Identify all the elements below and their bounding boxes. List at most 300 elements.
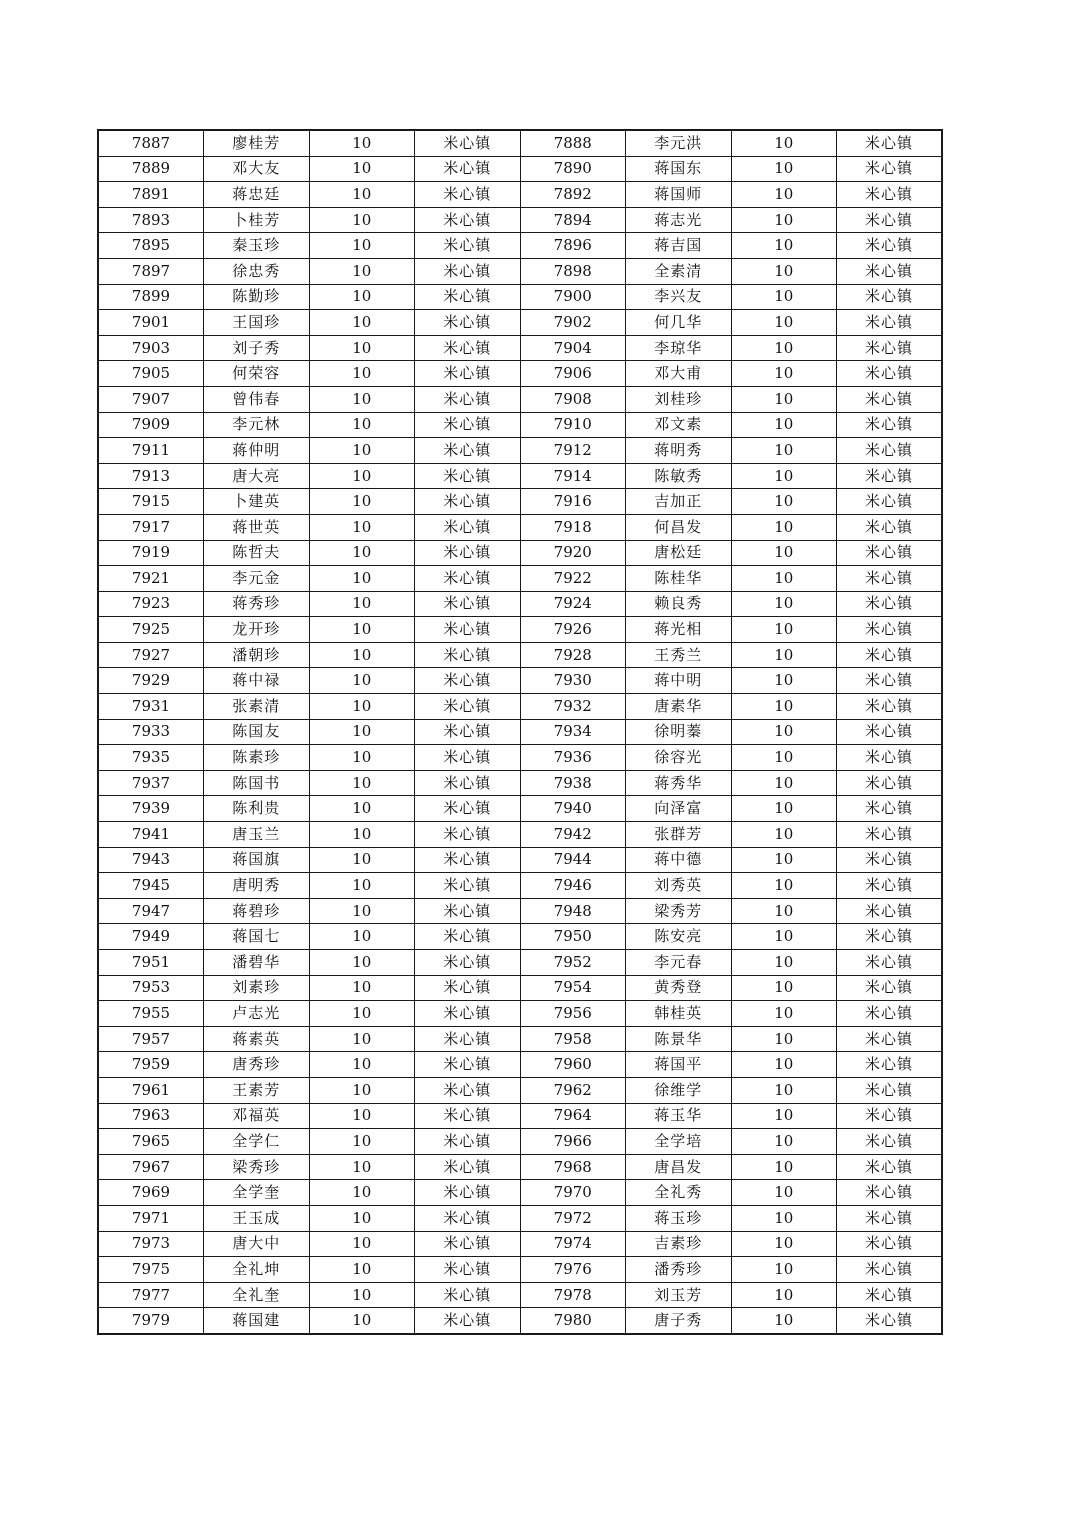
person-name-cell: 蒋国东 (626, 156, 732, 182)
table-row (98, 284, 942, 310)
person-name-cell: 吉加正 (626, 489, 732, 515)
table-row (98, 668, 942, 694)
record-number-cell: 7936 (520, 745, 626, 771)
person-name-cell: 李兴友 (626, 284, 732, 310)
town-cell: 米心镇 (415, 412, 521, 438)
town-cell: 米心镇 (415, 873, 521, 899)
person-name-cell: 全素清 (626, 258, 732, 284)
table-row (98, 182, 942, 208)
record-number-cell: 7946 (520, 873, 626, 899)
amount-cell: 10 (309, 566, 415, 592)
town-cell: 米心镇 (415, 463, 521, 489)
town-cell: 米心镇 (837, 924, 943, 950)
record-number-cell: 7898 (520, 258, 626, 284)
amount-cell: 10 (731, 745, 837, 771)
town-cell: 米心镇 (837, 335, 943, 361)
town-cell: 米心镇 (415, 898, 521, 924)
amount-cell: 10 (731, 719, 837, 745)
person-name-cell: 王素芳 (204, 1077, 310, 1103)
table-row (98, 719, 942, 745)
record-number-cell: 7921 (98, 566, 204, 592)
amount-cell: 10 (731, 1026, 837, 1052)
town-cell: 米心镇 (837, 156, 943, 182)
amount-cell: 10 (731, 1308, 837, 1334)
record-number-cell: 7912 (520, 438, 626, 464)
amount-cell: 10 (731, 796, 837, 822)
person-name-cell: 蒋志光 (626, 207, 732, 233)
town-cell: 米心镇 (837, 898, 943, 924)
amount-cell: 10 (309, 1231, 415, 1257)
amount-cell: 10 (731, 489, 837, 515)
amount-cell: 10 (731, 1231, 837, 1257)
person-name-cell: 蒋国七 (204, 924, 310, 950)
record-number-cell: 7942 (520, 822, 626, 848)
town-cell: 米心镇 (415, 1282, 521, 1308)
amount-cell: 10 (731, 1001, 837, 1027)
person-name-cell: 邓大友 (204, 156, 310, 182)
amount-cell: 10 (309, 1001, 415, 1027)
amount-cell: 10 (309, 130, 415, 156)
person-name-cell: 邓文素 (626, 412, 732, 438)
person-name-cell: 刘子秀 (204, 335, 310, 361)
person-name-cell: 张素清 (204, 694, 310, 720)
town-cell: 米心镇 (837, 284, 943, 310)
amount-cell: 10 (309, 1052, 415, 1078)
town-cell: 米心镇 (415, 617, 521, 643)
record-number-cell: 7888 (520, 130, 626, 156)
town-cell: 米心镇 (415, 745, 521, 771)
person-name-cell: 吉素珍 (626, 1231, 732, 1257)
person-name-cell: 全学培 (626, 1129, 732, 1155)
person-name-cell: 唐素华 (626, 694, 732, 720)
record-number-cell: 7925 (98, 617, 204, 643)
town-cell: 米心镇 (837, 1077, 943, 1103)
table-row (98, 540, 942, 566)
table-row (98, 489, 942, 515)
record-number-cell: 7909 (98, 412, 204, 438)
record-number-cell: 7933 (98, 719, 204, 745)
person-name-cell: 赖良秀 (626, 591, 732, 617)
town-cell: 米心镇 (837, 617, 943, 643)
amount-cell: 10 (309, 719, 415, 745)
town-cell: 米心镇 (415, 258, 521, 284)
record-number-cell: 7930 (520, 668, 626, 694)
amount-cell: 10 (309, 514, 415, 540)
table-row (98, 1180, 942, 1206)
person-name-cell: 唐松廷 (626, 540, 732, 566)
town-cell: 米心镇 (415, 796, 521, 822)
town-cell: 米心镇 (415, 514, 521, 540)
record-number-cell: 7891 (98, 182, 204, 208)
person-name-cell: 蒋明秀 (626, 438, 732, 464)
record-number-cell: 7911 (98, 438, 204, 464)
amount-cell: 10 (731, 310, 837, 336)
person-name-cell: 向泽富 (626, 796, 732, 822)
amount-cell: 10 (731, 1052, 837, 1078)
record-number-cell: 7895 (98, 233, 204, 259)
town-cell: 米心镇 (837, 412, 943, 438)
record-number-cell: 7916 (520, 489, 626, 515)
record-number-cell: 7935 (98, 745, 204, 771)
record-number-cell: 7913 (98, 463, 204, 489)
amount-cell: 10 (731, 156, 837, 182)
town-cell: 米心镇 (837, 975, 943, 1001)
town-cell: 米心镇 (415, 924, 521, 950)
town-cell: 米心镇 (837, 1026, 943, 1052)
table-row (98, 694, 942, 720)
record-number-cell: 7894 (520, 207, 626, 233)
person-name-cell: 陈哲夫 (204, 540, 310, 566)
record-number-cell: 7927 (98, 642, 204, 668)
record-number-cell: 7975 (98, 1257, 204, 1283)
person-name-cell: 蒋中德 (626, 847, 732, 873)
record-number-cell: 7962 (520, 1077, 626, 1103)
person-name-cell: 全礼秀 (626, 1180, 732, 1206)
record-number-cell: 7961 (98, 1077, 204, 1103)
town-cell: 米心镇 (415, 489, 521, 515)
town-cell: 米心镇 (837, 233, 943, 259)
table-row (98, 1052, 942, 1078)
amount-cell: 10 (731, 591, 837, 617)
person-name-cell: 蒋中禄 (204, 668, 310, 694)
person-name-cell: 蒋世英 (204, 514, 310, 540)
record-number-cell: 7960 (520, 1052, 626, 1078)
record-number-cell: 7980 (520, 1308, 626, 1334)
town-cell: 米心镇 (837, 540, 943, 566)
amount-cell: 10 (309, 770, 415, 796)
table-row (98, 1026, 942, 1052)
town-cell: 米心镇 (415, 386, 521, 412)
town-cell: 米心镇 (837, 310, 943, 336)
person-name-cell: 蒋秀华 (626, 770, 732, 796)
person-name-cell: 陈安亮 (626, 924, 732, 950)
town-cell: 米心镇 (415, 207, 521, 233)
record-number-cell: 7956 (520, 1001, 626, 1027)
amount-cell: 10 (309, 156, 415, 182)
person-name-cell: 李元金 (204, 566, 310, 592)
record-number-cell: 7901 (98, 310, 204, 336)
town-cell: 米心镇 (415, 642, 521, 668)
town-cell: 米心镇 (837, 386, 943, 412)
person-name-cell: 蒋秀珍 (204, 591, 310, 617)
town-cell: 米心镇 (837, 1180, 943, 1206)
person-name-cell: 龙开珍 (204, 617, 310, 643)
amount-cell: 10 (309, 233, 415, 259)
record-number-cell: 7955 (98, 1001, 204, 1027)
person-name-cell: 唐大亮 (204, 463, 310, 489)
amount-cell: 10 (309, 898, 415, 924)
record-number-cell: 7922 (520, 566, 626, 592)
table-row (98, 642, 942, 668)
amount-cell: 10 (731, 1154, 837, 1180)
town-cell: 米心镇 (837, 463, 943, 489)
amount-cell: 10 (309, 540, 415, 566)
table-row (98, 822, 942, 848)
town-cell: 米心镇 (415, 950, 521, 976)
town-cell: 米心镇 (415, 1129, 521, 1155)
table-row (98, 898, 942, 924)
person-name-cell: 何荣容 (204, 361, 310, 387)
table-row (98, 847, 942, 873)
roster-body (98, 130, 942, 1334)
amount-cell: 10 (731, 514, 837, 540)
record-number-cell: 7914 (520, 463, 626, 489)
person-name-cell: 刘玉芳 (626, 1282, 732, 1308)
amount-cell: 10 (309, 1180, 415, 1206)
record-number-cell: 7919 (98, 540, 204, 566)
town-cell: 米心镇 (415, 1231, 521, 1257)
person-name-cell: 陈素珍 (204, 745, 310, 771)
person-name-cell: 王秀兰 (626, 642, 732, 668)
record-number-cell: 7963 (98, 1103, 204, 1129)
record-number-cell: 7915 (98, 489, 204, 515)
table-row (98, 1154, 942, 1180)
town-cell: 米心镇 (837, 1308, 943, 1334)
town-cell: 米心镇 (415, 1077, 521, 1103)
town-cell: 米心镇 (415, 770, 521, 796)
record-number-cell: 7949 (98, 924, 204, 950)
amount-cell: 10 (731, 182, 837, 208)
table-row (98, 745, 942, 771)
record-number-cell: 7977 (98, 1282, 204, 1308)
town-cell: 米心镇 (837, 950, 943, 976)
record-number-cell: 7906 (520, 361, 626, 387)
record-number-cell: 7953 (98, 975, 204, 1001)
town-cell: 米心镇 (415, 130, 521, 156)
record-number-cell: 7950 (520, 924, 626, 950)
amount-cell: 10 (309, 975, 415, 1001)
town-cell: 米心镇 (837, 182, 943, 208)
record-number-cell: 7967 (98, 1154, 204, 1180)
town-cell: 米心镇 (415, 1205, 521, 1231)
person-name-cell: 王国珍 (204, 310, 310, 336)
record-number-cell: 7923 (98, 591, 204, 617)
record-number-cell: 7957 (98, 1026, 204, 1052)
town-cell: 米心镇 (415, 822, 521, 848)
person-name-cell: 蒋中明 (626, 668, 732, 694)
town-cell: 米心镇 (415, 1308, 521, 1334)
town-cell: 米心镇 (837, 207, 943, 233)
person-name-cell: 蒋吉国 (626, 233, 732, 259)
amount-cell: 10 (309, 310, 415, 336)
record-number-cell: 7931 (98, 694, 204, 720)
town-cell: 米心镇 (837, 1129, 943, 1155)
person-name-cell: 刘素珍 (204, 975, 310, 1001)
person-name-cell: 全学仁 (204, 1129, 310, 1155)
person-name-cell: 蒋光相 (626, 617, 732, 643)
amount-cell: 10 (309, 873, 415, 899)
person-name-cell: 陈国友 (204, 719, 310, 745)
town-cell: 米心镇 (415, 1257, 521, 1283)
person-name-cell: 蒋碧珍 (204, 898, 310, 924)
table-row (98, 796, 942, 822)
record-number-cell: 7907 (98, 386, 204, 412)
person-name-cell: 徐忠秀 (204, 258, 310, 284)
record-number-cell: 7941 (98, 822, 204, 848)
amount-cell: 10 (309, 386, 415, 412)
amount-cell: 10 (731, 1103, 837, 1129)
amount-cell: 10 (731, 847, 837, 873)
record-number-cell: 7940 (520, 796, 626, 822)
table-row (98, 438, 942, 464)
record-number-cell: 7978 (520, 1282, 626, 1308)
record-number-cell: 7971 (98, 1205, 204, 1231)
town-cell: 米心镇 (837, 642, 943, 668)
table-row (98, 386, 942, 412)
amount-cell: 10 (731, 822, 837, 848)
person-name-cell: 刘桂珍 (626, 386, 732, 412)
amount-cell: 10 (309, 822, 415, 848)
record-number-cell: 7896 (520, 233, 626, 259)
roster-table (97, 129, 943, 1335)
amount-cell: 10 (309, 591, 415, 617)
table-row (98, 207, 942, 233)
record-number-cell: 7928 (520, 642, 626, 668)
person-name-cell: 陈利贵 (204, 796, 310, 822)
town-cell: 米心镇 (415, 361, 521, 387)
amount-cell: 10 (309, 438, 415, 464)
person-name-cell: 全礼奎 (204, 1282, 310, 1308)
amount-cell: 10 (309, 258, 415, 284)
town-cell: 米心镇 (837, 770, 943, 796)
amount-cell: 10 (309, 361, 415, 387)
record-number-cell: 7968 (520, 1154, 626, 1180)
amount-cell: 10 (731, 617, 837, 643)
amount-cell: 10 (731, 233, 837, 259)
town-cell: 米心镇 (415, 1026, 521, 1052)
table-row (98, 566, 942, 592)
record-number-cell: 7973 (98, 1231, 204, 1257)
table-row (98, 463, 942, 489)
town-cell: 米心镇 (837, 361, 943, 387)
person-name-cell: 李元林 (204, 412, 310, 438)
record-number-cell: 7920 (520, 540, 626, 566)
town-cell: 米心镇 (837, 1154, 943, 1180)
record-number-cell: 7934 (520, 719, 626, 745)
record-number-cell: 7952 (520, 950, 626, 976)
town-cell: 米心镇 (415, 310, 521, 336)
person-name-cell: 陈勤珍 (204, 284, 310, 310)
amount-cell: 10 (731, 1205, 837, 1231)
amount-cell: 10 (309, 796, 415, 822)
record-number-cell: 7939 (98, 796, 204, 822)
town-cell: 米心镇 (837, 1257, 943, 1283)
record-number-cell: 7974 (520, 1231, 626, 1257)
amount-cell: 10 (309, 1077, 415, 1103)
town-cell: 米心镇 (837, 668, 943, 694)
table-row (98, 1103, 942, 1129)
table-row (98, 361, 942, 387)
amount-cell: 10 (309, 642, 415, 668)
town-cell: 米心镇 (415, 668, 521, 694)
amount-cell: 10 (731, 1129, 837, 1155)
table-row (98, 975, 942, 1001)
record-number-cell: 7897 (98, 258, 204, 284)
amount-cell: 10 (309, 284, 415, 310)
amount-cell: 10 (731, 898, 837, 924)
table-row (98, 1231, 942, 1257)
town-cell: 米心镇 (415, 847, 521, 873)
amount-cell: 10 (309, 924, 415, 950)
table-row (98, 1129, 942, 1155)
town-cell: 米心镇 (837, 873, 943, 899)
record-number-cell: 7893 (98, 207, 204, 233)
amount-cell: 10 (731, 975, 837, 1001)
town-cell: 米心镇 (837, 489, 943, 515)
town-cell: 米心镇 (837, 1282, 943, 1308)
amount-cell: 10 (731, 694, 837, 720)
person-name-cell: 潘朝珍 (204, 642, 310, 668)
table-row (98, 310, 942, 336)
amount-cell: 10 (309, 950, 415, 976)
town-cell: 米心镇 (837, 1205, 943, 1231)
amount-cell: 10 (309, 1154, 415, 1180)
record-number-cell: 7908 (520, 386, 626, 412)
amount-cell: 10 (731, 924, 837, 950)
amount-cell: 10 (309, 1308, 415, 1334)
amount-cell: 10 (309, 489, 415, 515)
person-name-cell: 梁秀珍 (204, 1154, 310, 1180)
amount-cell: 10 (731, 361, 837, 387)
record-number-cell: 7970 (520, 1180, 626, 1206)
person-name-cell: 蒋素英 (204, 1026, 310, 1052)
town-cell: 米心镇 (837, 719, 943, 745)
record-number-cell: 7938 (520, 770, 626, 796)
person-name-cell: 徐容光 (626, 745, 732, 771)
amount-cell: 10 (309, 1257, 415, 1283)
town-cell: 米心镇 (415, 233, 521, 259)
record-number-cell: 7979 (98, 1308, 204, 1334)
amount-cell: 10 (309, 335, 415, 361)
person-name-cell: 梁秀芳 (626, 898, 732, 924)
amount-cell: 10 (731, 566, 837, 592)
town-cell: 米心镇 (837, 566, 943, 592)
amount-cell: 10 (309, 1205, 415, 1231)
town-cell: 米心镇 (415, 694, 521, 720)
town-cell: 米心镇 (415, 1180, 521, 1206)
record-number-cell: 7947 (98, 898, 204, 924)
amount-cell: 10 (309, 1103, 415, 1129)
record-number-cell: 7892 (520, 182, 626, 208)
record-number-cell: 7966 (520, 1129, 626, 1155)
amount-cell: 10 (309, 1282, 415, 1308)
person-name-cell: 蒋玉珍 (626, 1205, 732, 1231)
record-number-cell: 7943 (98, 847, 204, 873)
person-name-cell: 李元春 (626, 950, 732, 976)
person-name-cell: 唐昌发 (626, 1154, 732, 1180)
person-name-cell: 曾伟春 (204, 386, 310, 412)
amount-cell: 10 (731, 335, 837, 361)
record-number-cell: 7948 (520, 898, 626, 924)
town-cell: 米心镇 (415, 438, 521, 464)
table-row (98, 950, 942, 976)
person-name-cell: 卢志光 (204, 1001, 310, 1027)
town-cell: 米心镇 (837, 1231, 943, 1257)
amount-cell: 10 (731, 950, 837, 976)
amount-cell: 10 (309, 694, 415, 720)
record-number-cell: 7976 (520, 1257, 626, 1283)
amount-cell: 10 (731, 1180, 837, 1206)
record-number-cell: 7903 (98, 335, 204, 361)
person-name-cell: 蒋仲明 (204, 438, 310, 464)
town-cell: 米心镇 (415, 156, 521, 182)
person-name-cell: 张群芳 (626, 822, 732, 848)
record-number-cell: 7887 (98, 130, 204, 156)
town-cell: 米心镇 (415, 1052, 521, 1078)
person-name-cell: 徐维学 (626, 1077, 732, 1103)
person-name-cell: 蒋国建 (204, 1308, 310, 1334)
town-cell: 米心镇 (415, 335, 521, 361)
